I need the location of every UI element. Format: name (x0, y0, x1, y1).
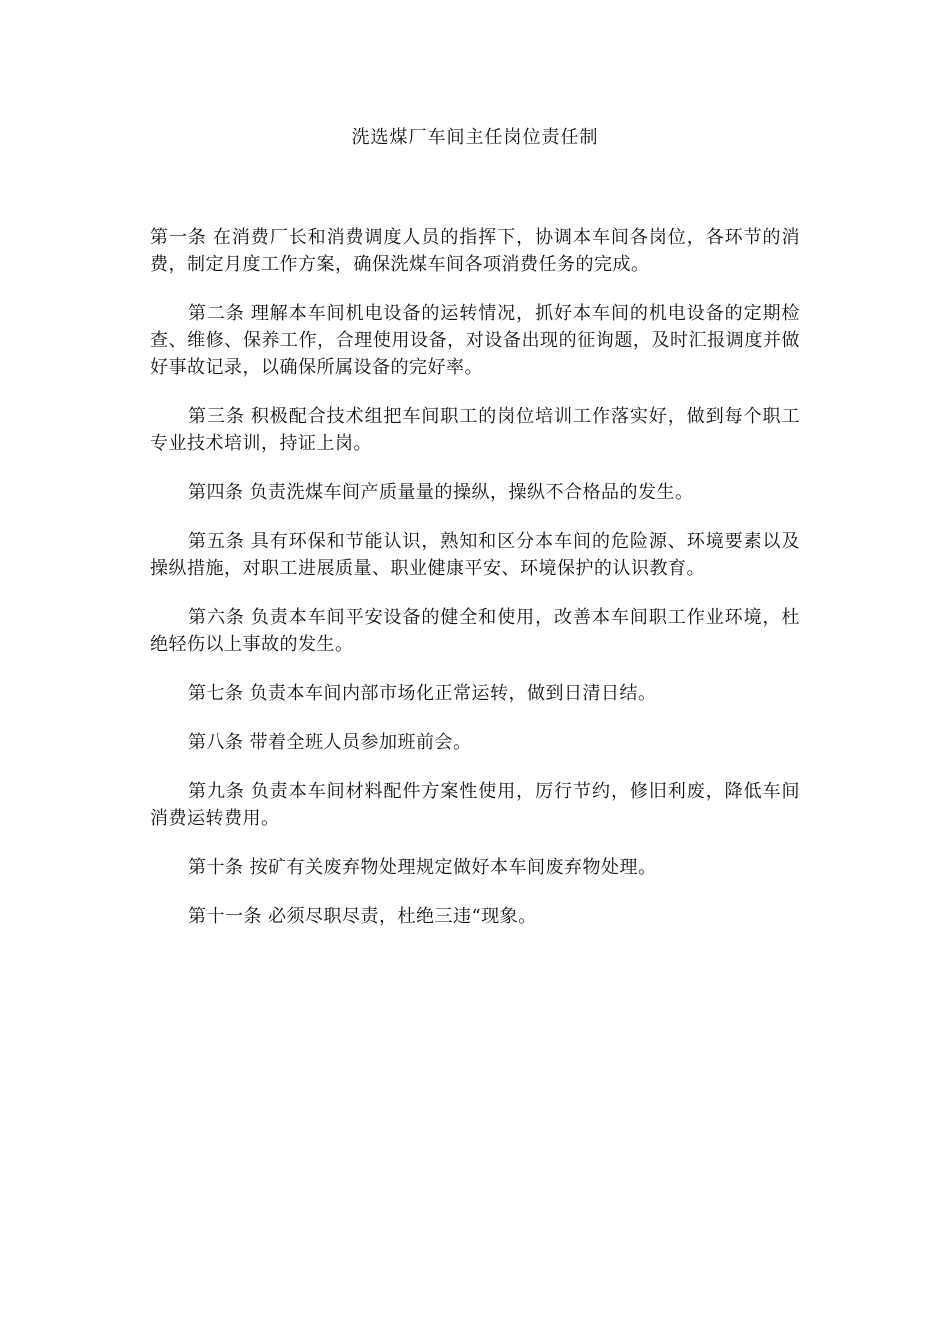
article-7 (150, 680, 800, 707)
article-text: 按矿有关废弃物处理规定做好本车间废弃物处理。 (249, 857, 657, 878)
article-text: 理解本车间机电设备的运转情况，抓好本车间的机电设备的定期检查、维修、保养工作，合理使用设备，对设备出现的征询题，及时汇报调度并做好事故记录，以确保所属设备的完好率。 (150, 303, 801, 378)
article-text: 负责本车间内部市场化正常运转，做到日清日结。 (249, 683, 657, 704)
article-text: 积极配合技术组把车间职工的岗位培训工作落实好，做到每个职工专业技术培训，持证上岗。 (150, 406, 801, 454)
article-number: 第一条 (150, 227, 207, 248)
article-5 (150, 528, 800, 582)
article-number: 第八条 (188, 732, 244, 753)
article-4 (150, 479, 800, 506)
document-title: 洗选煤厂车间主任岗位责任制 (351, 127, 599, 148)
article-number: 第七条 (188, 683, 244, 704)
article-2 (150, 300, 800, 381)
article-number: 第十条 (188, 857, 244, 878)
article-6 (150, 604, 800, 658)
article-number: 第十一条 (188, 906, 262, 927)
document-body (150, 224, 800, 952)
article-text: 负责洗煤车间产质量量的操纵，操纵不合格品的发生。 (249, 482, 694, 503)
article-text: 负责本车间材料配件方案性使用，厉行节约，修旧利废，降低车间消费运转费用。 (150, 781, 801, 829)
article-number: 第二条 (188, 303, 245, 324)
article-11 (150, 903, 800, 930)
article-text: 负责本车间平安设备的健全和使用，改善本车间职工作业环境，杜绝轻伤以上事故的发生。 (150, 607, 801, 655)
article-3 (150, 403, 800, 457)
article-number: 第五条 (188, 531, 245, 552)
article-1 (150, 224, 800, 278)
article-8 (150, 729, 800, 756)
article-number: 第六条 (188, 607, 245, 628)
article-text: 在消费厂长和消费调度人员的指挥下，协调本车间各岗位，各环节的消费，制定月度工作方案，确保洗煤车间各项消费任务的完成。 (150, 227, 801, 275)
article-text: 带着全班人员参加班前会。 (249, 732, 472, 753)
article-number: 第四条 (188, 482, 244, 503)
article-number: 第三条 (188, 406, 245, 427)
article-text: 必须尽职尽责，杜绝三违“现象。 (268, 906, 537, 927)
article-9 (150, 778, 800, 832)
article-number: 第九条 (188, 781, 245, 802)
article-10 (150, 854, 800, 881)
article-text: 具有环保和节能认识，熟知和区分本车间的危险源、环境要素以及操纵措施，对职工进展质量、职业健康平安、环境保护的认识教育。 (150, 531, 801, 579)
